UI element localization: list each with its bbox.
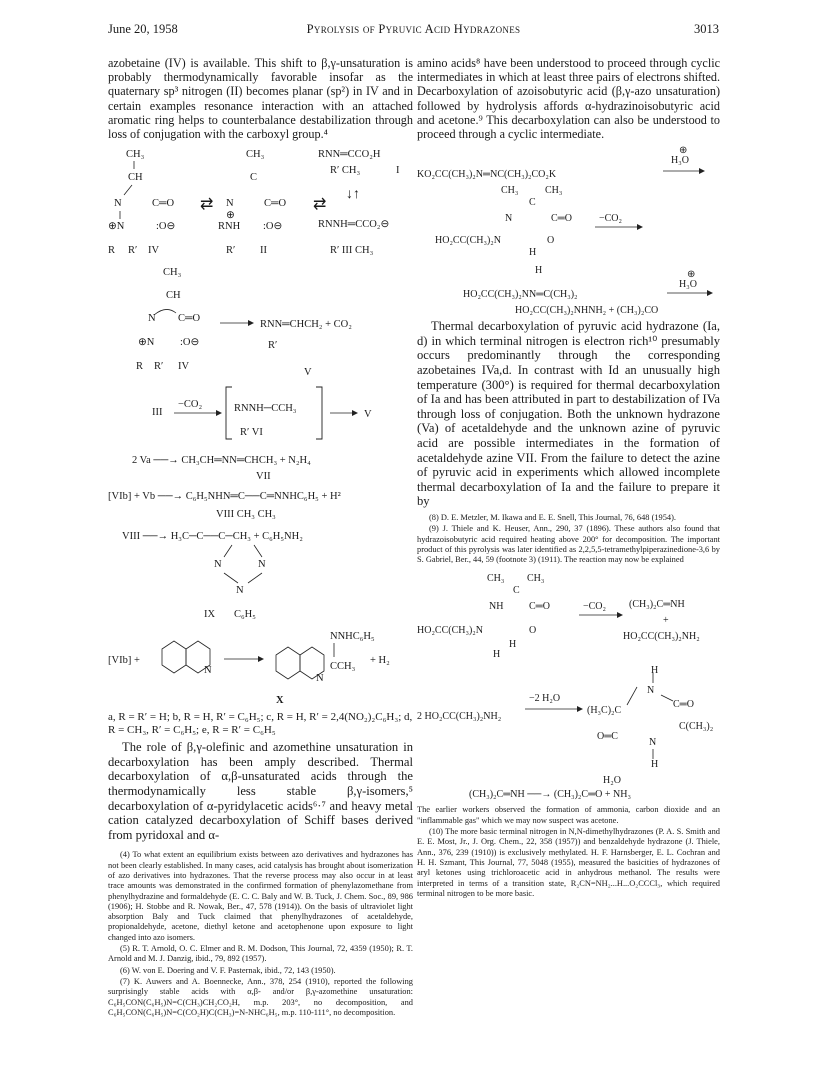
s2-h-ring: H <box>529 247 537 259</box>
s2-n: N <box>505 213 513 225</box>
s1-r-a: R <box>108 245 116 257</box>
s1-vi: R′ VI <box>240 427 263 439</box>
s3-plus: + <box>663 615 669 627</box>
s3-prod1: (CH₃)₂C═NH <box>629 599 685 611</box>
s1-rnnh-cch3: RNNH─CCH₃ <box>234 403 297 415</box>
s3-hydrolysis: (CH₃)₂C═NH ──→ (CH₃)₂C═O + NH₃ <box>469 789 631 801</box>
s3-ch3a: CH₃ <box>487 573 505 585</box>
s1-rp-iii: R′ III CH₃ <box>330 245 374 257</box>
s1-line-2va: 2 Va ──→ CH₃CH═NN═CHCH₃ + N₂H₄ <box>132 455 311 467</box>
s1-n-c: N <box>148 313 156 325</box>
s1-plus-b: ⊕ <box>226 210 235 222</box>
s2-ho2c: HO₂CC(CH₃)₂N <box>435 235 502 247</box>
s3-ring-n-top: N <box>647 685 655 697</box>
s3-minus-h2o: −2 H₂O <box>529 693 561 705</box>
s1-co-c: C═O <box>178 313 201 325</box>
s1-minus-co2: −CO₂ <box>178 399 203 411</box>
footnote-5: (5) R. T. Arnold, O. C. Elmer and R. M. Dodson, This Journal, 72, 4359 (1950); R. T. Arnold and M. J. Danzig, ibid., 79, 892 (1957). <box>108 944 413 964</box>
s3-co: C═O <box>529 601 550 613</box>
header-date: June 20, 1958 <box>108 22 178 36</box>
compound-legend: a, R = R′ = H; b, R = H, R′ = C₆H₅; c, R = H, R′ = 2,4(NO₂)₂C₆H₃; d, R = CH₃, R′ = C₆H₅; e, R = R′ = C₆H₅ <box>108 711 413 736</box>
s3-ring-r: C(CH₃)₂ <box>679 721 714 733</box>
s1-rp-ch3-top: R′ CH₃ <box>330 165 361 177</box>
s1-rp-b: R′ <box>226 245 236 257</box>
running-header <box>108 22 719 42</box>
s1-ch-c: CH <box>166 290 181 302</box>
s1-x: X <box>276 695 284 707</box>
s1-ominus-b: :O⊖ <box>263 221 283 233</box>
s1-n-a: N <box>114 198 122 210</box>
s1-ch-a: CH <box>128 172 143 184</box>
header-title: Pyrolysis of Pyruvic Acid Hydrazones <box>306 22 521 36</box>
s1-ominus-c: :O⊖ <box>180 337 200 349</box>
scheme-caption: The earlier workers observed the formation of ammonia, carbon dioxide and an "inflammable gas" which we may now suspect was acetone. <box>417 805 720 825</box>
right-paragraph-1: amino acids⁸ have been understood to proceed through cyclic intermediates in which at least three pairs of electrons shifted. Decarboxylation of azoisobutyric acid (β,γ-azo unsaturation) followed by hydrolysis affords α-hydrazinoisobutyric acid and acetone.⁹ This decarboxylation can also be understood to proceed through a cyclic intermediate. <box>417 56 720 142</box>
s1-n-q2: N <box>316 673 324 685</box>
s1-c6h5: C₆H₅ <box>234 609 256 621</box>
left-column <box>108 56 413 1019</box>
s1-rnn-top: RNN═CCO₂H <box>318 149 381 161</box>
s3-h: H <box>493 649 501 661</box>
s3-ring-co: C═O <box>673 699 694 711</box>
s1-ch3-b: CH₃ <box>246 149 265 161</box>
s1-cch3: CCH₃ <box>330 661 356 673</box>
s1-v: V <box>304 367 312 379</box>
quinoline-ring-a <box>162 641 186 673</box>
s1-eq-1: ⇄ <box>200 196 214 214</box>
s2-h: H <box>535 265 543 277</box>
s1-vert-arrows: ↓↑ <box>346 187 360 203</box>
s2-co: C═O <box>551 213 572 225</box>
scheme-azobetaine <box>108 143 413 621</box>
s2-plus-1: ⊕ <box>679 145 688 157</box>
s3-h-ring: H <box>509 639 517 651</box>
s1-nplus-c: ⊕N <box>138 337 155 349</box>
s1-viii-labels: VIII CH₃ CH₃ <box>216 509 276 521</box>
s1-iv-a: IV <box>148 245 160 257</box>
s3-nh: NH <box>489 601 504 613</box>
s1-nplus-a: ⊕N <box>108 221 125 233</box>
s1-rp-v: R′ <box>268 340 278 352</box>
s1-eq-2: ⇄ <box>313 196 327 214</box>
s2-plus-2: ⊕ <box>687 269 696 281</box>
s3-ch3b: CH₃ <box>527 573 545 585</box>
s3-ho2c: HO₂CC(CH₃)₂N <box>417 625 484 637</box>
left-paragraph-1: azobetaine (IV) is available. This shift to β,γ-unsaturation is probably thermodynamically favorable insofar as the quaternary sp³ nitrogen (II) becomes planar (sp²) in IV and in certain examples resonance interaction with an attached aromatic ring helps to counterbalance destabilization through loss of conjugation with the carboxyl group.⁴ <box>108 56 413 142</box>
s1-line-viii: VIII ──→ H₃C─C──C─CH₃ + C₆H₅NH₂ <box>122 531 303 543</box>
s1-rp-c: R′ <box>154 361 164 373</box>
s2-c: C <box>529 197 536 209</box>
s1-ix-n-left: N <box>214 559 222 571</box>
s2-ch3b: CH₃ <box>545 185 563 197</box>
s2-line4: HO₂CC(CH₃)₂NHNH₂ + (CH₃)₂CO <box>515 305 659 317</box>
s1-rnnh: RNNH═CCO₂⊖ <box>318 219 390 231</box>
s3-ring-h-bottom: H <box>651 759 659 771</box>
s1-line-vib: [VIb] + Vb ──→ C₆H₅NHN═C──C═NNHC₆H₅ + H² <box>108 491 341 503</box>
quinoline-ring-c <box>276 647 300 679</box>
s1-co-a: C═O <box>152 198 175 210</box>
s1-ii: II <box>260 245 267 257</box>
right-column <box>417 56 720 900</box>
footnote-6: (6) W. von E. Doering and V. F. Pasternak, ibid., 72, 143 (1950). <box>120 965 336 975</box>
s1-vii: VII <box>256 471 271 483</box>
s1-r-c: R <box>136 361 144 373</box>
s1-nnhc6h5: NNHC₆H₅ <box>330 631 375 643</box>
s3-ring-oc: O═C <box>597 731 618 743</box>
s3-prod2: HO₂CC(CH₃)₂NH₂ <box>623 631 700 643</box>
s3-o: O <box>529 625 537 637</box>
s1-rnh-b: RNH <box>218 221 241 233</box>
s1-iii-b: III <box>152 407 163 419</box>
s1-n-b: N <box>226 198 234 210</box>
s1-ominus-a: :O⊖ <box>156 221 176 233</box>
s1-n-q1: N <box>204 665 212 677</box>
s1-i: I <box>396 165 400 177</box>
s3-ring-l: (H₃C)₂C <box>587 705 622 717</box>
s1-iv-c: IV <box>178 361 190 373</box>
s1-ch3-c: CH₃ <box>163 267 182 279</box>
scheme-azoisobutyric <box>417 143 720 319</box>
footnote-10: (10) The more basic terminal nitrogen in N,N-dimethylhydrazones (P. A. S. Smith and E. E. Most, Jr., J. Org. Chem., 22, 358 (1957)) and benzaldehyde hydrazone (J. Thiele, Ann., 376, 239 (1910)) is exclusively methylated. H. F. Harnsberger, E. L. Cochran and H. H. Szmant, This Journal, 77, 5048 (1955), measured the basicities of hydrazones of aryl ketones using trichloroacetic acid in anhydrous methanol. The results were interpreted in terms of a transition state, R₂CN=NH₂...H...O₂CCCl₃, which required terminal nitrogen to be more basic. <box>417 827 720 898</box>
scheme-quinoline <box>108 621 413 709</box>
footnote-7: (7) K. Auwers and A. Boennecke, Ann., 378, 254 (1910), reported the following surprisingly stable acids with α,β- and/or β,γ-azomethine unsaturation: C₆H₅CON(C₆H₅)N=C(CH₃)CH₂CO₂H, m.p. 203°, no decomposition, and C₆H₅CON(C₆H₅)N=C(CO₂H)C(CH₃)=N-NHC₆H₅, m.p. 110-111°, no decomposition. <box>108 976 413 1017</box>
footnote-9: (9) J. Thiele and K. Heuser, Ann., 290, 37 (1896). These authors also found that hydrazoisobutyric acid required heating above 200° for decomposition. The important product of this pyrolysis was later identified as 2,2,5,5-tetramethylpiperazinedione-3,6 by S. Gabriel, Ber., 44, 59 (footnote 3) (1911). The reaction may now be explained <box>417 524 720 565</box>
s1-ch3-a: CH₃ <box>126 149 145 161</box>
s1-ix: IX <box>204 609 216 621</box>
s1-co-b: C═O <box>264 198 287 210</box>
s1-h2: + H₂ <box>370 655 390 667</box>
s2-minus-co2: −CO₂ <box>599 213 623 225</box>
s3-start2: 2 HO₂CC(CH₃)₂NH₂ <box>417 711 502 723</box>
s1-c-b: C <box>250 172 258 184</box>
left-paragraph-2: The role of β,γ-olefinic and azomethine unsaturation in decarboxylation has been amply described. Thermal decarboxylation of α,β-unsaturated acids through the thermodynamically less stable β,γ-isomers,⁵ decarboxylation of α-pyridylacetic acids⁶·⁷ and heavy metal cation catalyzed decarboxylation of Schiff bases derived from pyridoxal and α- <box>108 740 413 842</box>
s2-h3o-1: H₃O <box>671 155 689 167</box>
s3-ring-h-top: H <box>651 665 659 677</box>
s1-v-b: V <box>364 409 372 421</box>
s1-ix-n-bottom: N <box>236 585 244 597</box>
footnote-4: (4) To what extent an equilibrium exists between azo derivatives and hydrazones has not been clearly established. In many cases, acid catalysis has brought about isomerization of azo derivatives into hydrazones. That the reverse process may also occur in at least trace amounts was demonstrated in the confirmed formation of phenylazomethane from phenylhydrazine and formaldehyde (E. C. C. Baly and W. B. Tuck, J. Chem. Soc., 89, 986 (1906); H. Stobbe and R. Nowak, Ber., 47, 578 (1914)). On the basis of ultraviolet light absorption Baly and Tuck claimed that phenylhydrazones of acetaldehyde, propionaldehyde, acetone, diethyl ketone and acetophenone upon exposure to light changed into azo isomers. <box>108 850 413 942</box>
scheme-hydrazoisobutyric <box>417 567 720 805</box>
s3-c: C <box>513 585 520 597</box>
s1-rp-a: R′ <box>128 245 138 257</box>
s3-minus-co2: −CO₂ <box>583 601 607 613</box>
s3-ring-n-bottom: N <box>649 737 657 749</box>
footnote-8: (8) D. E. Metzler, M. Ikawa and E. E. Snell, This Journal, 76, 648 (1954). <box>429 512 676 522</box>
s1-prod-v: RNN═CHCH₂ + CO₂ <box>260 319 352 331</box>
header-page-number: 3013 <box>694 22 719 36</box>
right-paragraph-2: Thermal decarboxylation of pyruvic acid hydrazone (Ia, d) in which terminal nitrogen is electron rich¹⁰ presumably occurs predominantly through the corresponding azobetaines IVa,d. In contrast with Id an unusually high temperature (300°) is required for thermal decarboxylation of Ia and has been attributed in part to destabilization of IVa through loss of conjugation. Both the unknown hydrazone (Va) of acetaldehyde and the unknown azine of pyruvic acid are possible intermediates in the formation of acetaldehyde azine VII. From the failure to detect the azine of pyruvic acid in experiments which allowed incomplete thermal decarboxylation of Ia and the failure to prepare it by <box>417 319 720 509</box>
s2-o: O <box>547 235 555 247</box>
s1-vib-bracket: [VIb] + <box>108 655 140 667</box>
s2-h3o-2: H₃O <box>679 279 697 291</box>
s2-ch3a: CH₃ <box>501 185 519 197</box>
s3-h2o: H₂O <box>603 775 621 787</box>
s2-line3: HO₂CC(CH₃)₂NN═C(CH₃)₂ <box>463 289 578 301</box>
s1-ix-n-right: N <box>258 559 266 571</box>
s2-start: KO₂CC(CH₃)₂N═NC(CH₃)₂CO₂K <box>417 169 557 181</box>
